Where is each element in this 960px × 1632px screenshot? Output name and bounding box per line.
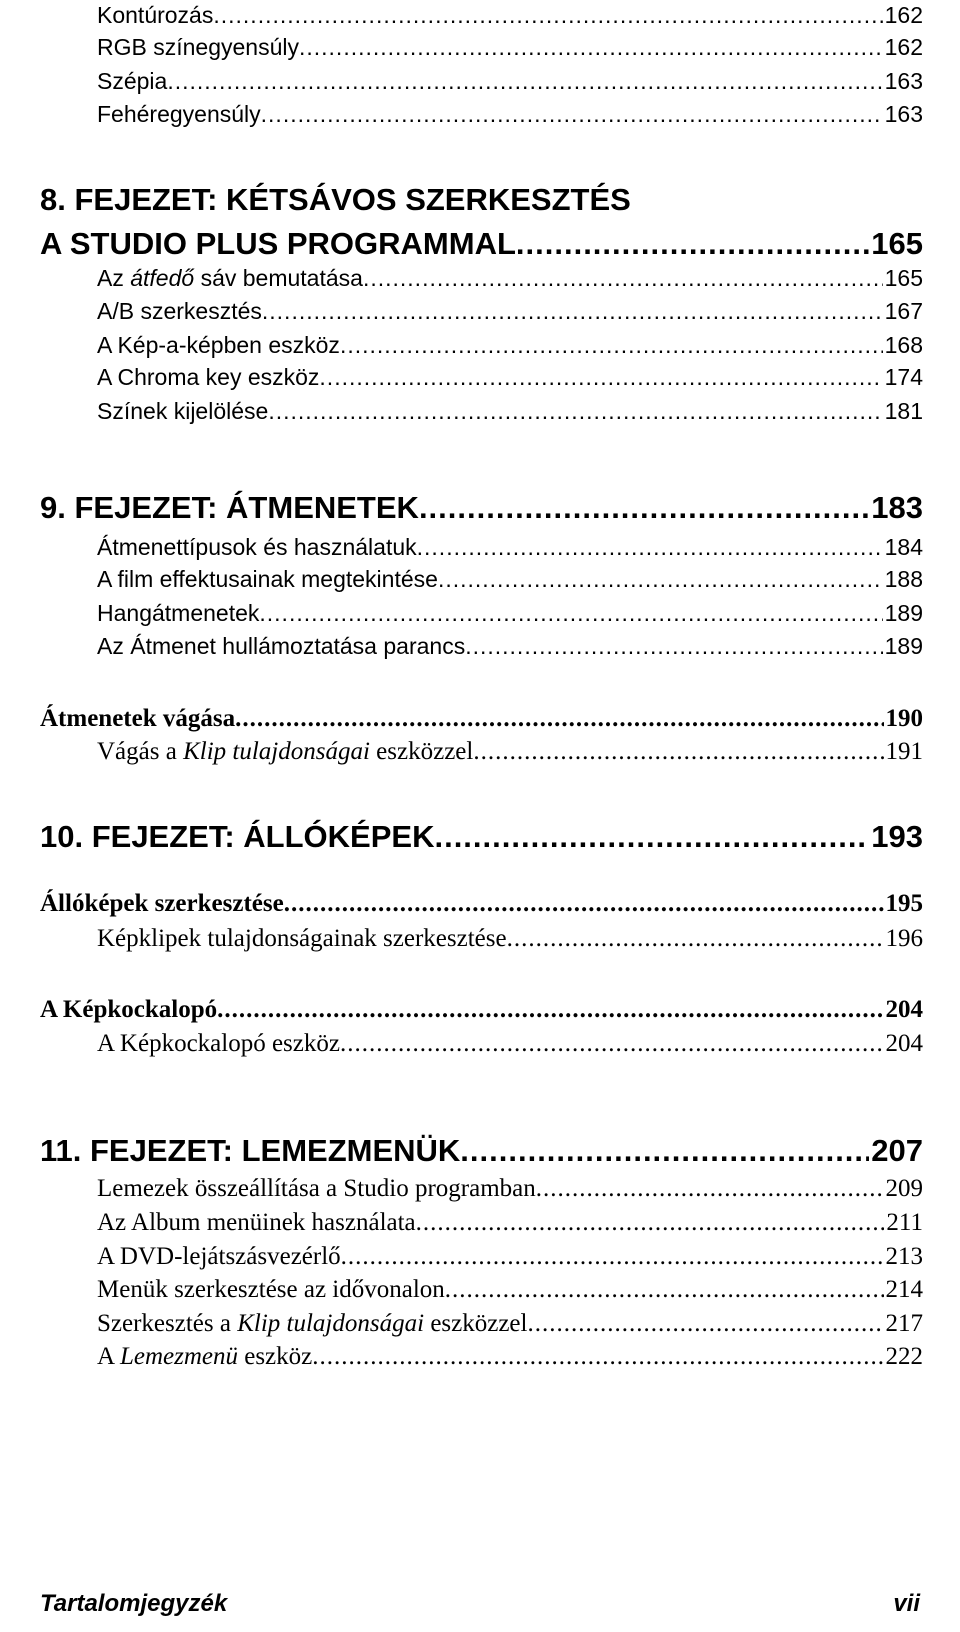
- toc-page-number: 190: [885, 705, 923, 732]
- toc-entry[interactable]: [97, 1310, 923, 1338]
- toc-leader-dots: [465, 633, 882, 660]
- toc-chapter-heading[interactable]: [40, 819, 923, 855]
- toc-entry[interactable]: [97, 364, 923, 391]
- toc-leader-dots: [527, 1310, 883, 1338]
- toc-entry-title: Képklipek tulajdonságainak szerkesztése: [97, 925, 507, 952]
- toc-entry-title: 11. FEJEZET: LEMEZMENÜK: [40, 1133, 461, 1168]
- toc-entry[interactable]: [97, 298, 923, 325]
- toc-entry[interactable]: [97, 1243, 923, 1271]
- toc-entry-title: Fehéregyensúly: [97, 101, 261, 127]
- toc-page-number: 222: [885, 1343, 923, 1370]
- toc-page-number: 184: [884, 534, 923, 560]
- toc-page-number: 211: [886, 1209, 923, 1236]
- toc-leader-dots: [416, 1209, 885, 1237]
- toc-page-number: 214: [885, 1276, 923, 1303]
- toc-entry[interactable]: [97, 1030, 923, 1058]
- toc-entry-title-part: eszköz: [237, 1343, 313, 1370]
- toc-entry[interactable]: [97, 68, 923, 95]
- toc-entry[interactable]: [97, 332, 923, 359]
- toc-entry-title-part: Klip tulajdonságai: [237, 1310, 425, 1337]
- toc-leader-dots: [445, 1276, 884, 1304]
- toc-entry-title: Színek kijelölése: [97, 398, 269, 424]
- toc-entry-title: Átmenettípusok és használatuk: [97, 534, 417, 560]
- toc-page-number: 165: [871, 226, 923, 261]
- toc-section-heading[interactable]: [40, 705, 923, 733]
- toc-entry-title: Az Átmenet hullámoztatása parancs: [97, 633, 466, 659]
- toc-page-number: 213: [885, 1243, 923, 1270]
- toc-page-number: 162: [884, 34, 923, 60]
- toc-entry[interactable]: [97, 101, 923, 128]
- toc-chapter-heading[interactable]: [40, 1133, 923, 1169]
- toc-entry[interactable]: [97, 534, 923, 561]
- toc-leader-dots: [259, 600, 882, 627]
- toc-leader-dots: [261, 101, 883, 128]
- toc-leader-dots: [340, 332, 883, 359]
- toc-leader-dots: [319, 364, 882, 391]
- toc-leader-dots: [363, 265, 883, 292]
- toc-chapter-heading[interactable]: [40, 490, 923, 526]
- toc-page-number: 209: [885, 1175, 923, 1202]
- toc-entry-title: A Kép-a-képben eszköz: [97, 332, 340, 358]
- toc-section-heading[interactable]: [40, 996, 923, 1024]
- toc-entry-title: A film effektusainak megtekintése: [97, 566, 438, 592]
- toc-entry-title: 8. FEJEZET: KÉTSÁVOS SZERKESZTÉS: [40, 182, 631, 217]
- toc-entry[interactable]: [97, 1209, 923, 1237]
- toc-entry-title: Szépia: [97, 68, 168, 94]
- toc-leader-dots: [419, 490, 869, 526]
- toc-entry[interactable]: [97, 1276, 923, 1304]
- toc-leader-dots: [217, 996, 883, 1024]
- toc-entry[interactable]: [97, 925, 923, 953]
- toc-entry-title: Lemezek összeállítása a Studio programban: [97, 1175, 536, 1202]
- toc-entry-title-part: A: [97, 1343, 120, 1370]
- toc-entry-title: RGB színegyensúly: [97, 34, 299, 60]
- toc-entry[interactable]: [97, 1175, 923, 1203]
- toc-leader-dots: [235, 705, 883, 733]
- toc-chapter-heading[interactable]: [40, 182, 923, 218]
- toc-leader-dots: [312, 1343, 883, 1371]
- toc-entry-title: 9. FEJEZET: ÁTMENETEK: [40, 490, 419, 525]
- toc-page-number: 191: [885, 738, 923, 765]
- toc-entry-title: Kontúrozás: [97, 2, 214, 28]
- toc-entry-title-part: Klip tulajdonságai: [183, 738, 370, 765]
- toc-entry[interactable]: [97, 2, 923, 29]
- toc-leader-dots: [284, 890, 884, 918]
- toc-page-number: 174: [884, 364, 923, 390]
- toc-entry-title: A Képkockalopó eszköz: [97, 1030, 340, 1057]
- toc-entry[interactable]: [97, 600, 923, 627]
- toc-page-number: 168: [884, 332, 923, 358]
- toc-entry-title-part: átfedő: [130, 265, 195, 291]
- toc-entry[interactable]: [97, 633, 923, 660]
- toc-leader-dots: [213, 2, 882, 29]
- footer-title: Tartalomjegyzék: [40, 1590, 228, 1617]
- toc-entry-title: Az Album menüinek használata: [97, 1209, 416, 1236]
- toc-entry-title: [97, 1310, 527, 1338]
- toc-leader-dots: [438, 566, 883, 593]
- toc-page-number: 207: [871, 1133, 923, 1168]
- toc-entry[interactable]: [97, 738, 923, 766]
- toc-page-number: 189: [884, 600, 923, 626]
- toc-leader-dots: [473, 738, 883, 766]
- toc-entry-title: Átmenetek vágása: [40, 705, 236, 732]
- toc-entry-title: [97, 1343, 312, 1371]
- toc-page-number: 183: [871, 490, 923, 525]
- toc-page-number: 204: [885, 996, 923, 1023]
- toc-entry-title: [97, 738, 473, 766]
- toc-entry-title-part: Lemezmenü: [119, 1343, 238, 1370]
- toc-leader-dots: [417, 534, 883, 561]
- toc-page-number: 165: [884, 265, 923, 291]
- toc-entry-title: Menük szerkesztése az idővonalon: [97, 1276, 445, 1303]
- toc-entry-title: A/B szerkesztés: [97, 298, 262, 324]
- toc-entry-title-part: Vágás a: [97, 738, 184, 765]
- toc-leader-dots: [516, 226, 869, 262]
- toc-page-number: 181: [884, 398, 923, 424]
- toc-entry[interactable]: [97, 398, 923, 425]
- toc-leader-dots: [299, 34, 883, 61]
- toc-page-number: 196: [885, 925, 923, 952]
- toc-page-number: 188: [884, 566, 923, 592]
- toc-page-number: 204: [885, 1030, 923, 1057]
- toc-page-number: 163: [884, 68, 923, 94]
- toc-entry-title-part: eszközzel: [424, 1310, 528, 1337]
- toc-page-number: 167: [884, 298, 923, 324]
- toc-entry-title-part: eszközzel: [369, 738, 474, 765]
- toc-entry[interactable]: [97, 566, 923, 593]
- toc-page-number: 163: [884, 101, 923, 127]
- toc-entry-title-part: Szerkesztés a: [97, 1310, 238, 1337]
- toc-leader-dots: [434, 819, 869, 855]
- toc-leader-dots: [460, 1133, 869, 1169]
- toc-page-number: 195: [885, 890, 923, 917]
- toc-leader-dots: [507, 925, 884, 953]
- toc-entry[interactable]: [97, 1343, 923, 1371]
- toc-entry[interactable]: [97, 34, 923, 61]
- toc-page-number: 217: [885, 1310, 923, 1337]
- toc-page-number: 189: [884, 633, 923, 659]
- toc-entry-title: [97, 265, 363, 292]
- toc-chapter-heading[interactable]: [40, 226, 923, 262]
- toc-entry-title: A DVD-lejátszásvezérlő: [97, 1243, 341, 1270]
- toc-page-number: 193: [871, 819, 923, 854]
- toc-leader-dots: [536, 1175, 884, 1203]
- footer-page-number: vii: [893, 1590, 920, 1617]
- toc-entry-title: A Chroma key eszköz: [97, 364, 320, 390]
- toc-leader-dots: [341, 1243, 884, 1271]
- toc-leader-dots: [340, 1030, 884, 1058]
- toc-entry-title: 10. FEJEZET: ÁLLÓKÉPEK: [40, 819, 435, 854]
- toc-entry-title: Hangátmenetek: [97, 600, 260, 626]
- toc-entry-title: Állóképek szerkesztése: [40, 890, 284, 917]
- toc-entry-title-part: Az: [97, 265, 131, 291]
- toc-entry[interactable]: [97, 265, 923, 292]
- toc-leader-dots: [167, 68, 882, 95]
- toc-entry-title-part: sáv bemutatása: [194, 265, 363, 291]
- toc-entry-title: A Képkockalopó: [40, 996, 218, 1023]
- toc-page-number: 162: [884, 2, 923, 28]
- toc-leader-dots: [262, 298, 883, 325]
- toc-section-heading[interactable]: [40, 890, 923, 918]
- toc-entry-title: A STUDIO PLUS PROGRAMMAL: [40, 226, 516, 261]
- toc-leader-dots: [268, 398, 882, 425]
